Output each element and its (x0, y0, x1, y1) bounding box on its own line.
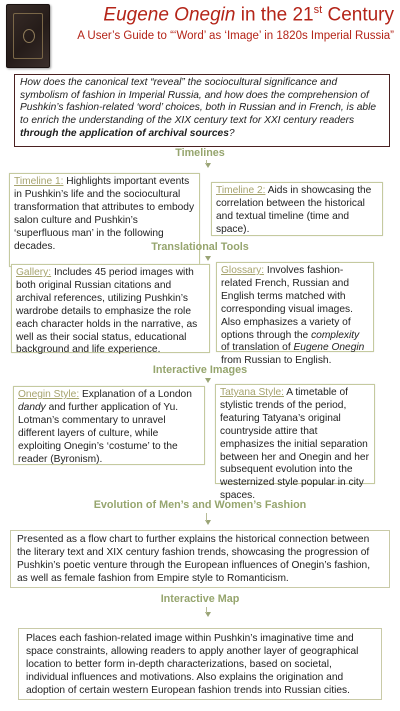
timeline-2-label: Timeline 2: (216, 185, 266, 196)
gallery-box: Gallery: Includes 45 period images with both original Russian citations and archival references, utilizing Pushkin’s wardrobe details to emphasize the role each character holds in the narrative, as well as their social status, educational background and life experience. (11, 264, 210, 353)
timeline-1-box: Timeline 1: Highlights important events in Pushkin’s life and the sociocultural transformation that attributes to embody salon culture and Pushkin’s ‘superfluous man’ in the following decades. (9, 173, 200, 267)
timeline-2-box: Timeline 2: Aids in showcasing the correlation between the historical and textual timeline (time and space). (211, 182, 383, 236)
arrow-interactive-images (205, 378, 211, 383)
interactive-map-box: Places each fashion-related image within Pushkin’s imaginative time and space constraints, allowing readers to apply another layer of geographical location to better form in-depth characterizations, based on societal, individual influences and motivations. Also explains the origination and adoption of certain western European fashion trends into Russian cities. (18, 628, 382, 700)
evolution-box: Presented as a flow chart to further explains the historical connection between the literary text and XIX century fashion trends, showcasing the progression of Pushkin’s poetic venture through the European influences of Onegin’s fashion, as well as female fashion from Empire style to Romanticism. (10, 530, 390, 588)
research-question: How does the canonical text “reveal” the sociocultural significance and symbolism of fashion in Imperial Russia, and how does the comprehension of Pushkin’s fashion-related ‘word’ choices, both in Russian and in French, is able to enrich the understanding of the XIX century text for XXI century readers through the application of archival sources? (14, 74, 390, 147)
onegin-style-label: Onegin Style: (18, 389, 80, 400)
tatyana-style-label: Tatyana Style: (220, 387, 284, 398)
page-title: Eugene Onegin in the 21st Century (103, 4, 394, 26)
section-timelines: Timelines (175, 147, 225, 159)
gallery-label: Gallery: (16, 267, 52, 278)
section-translational-tools: Translational Tools (151, 241, 249, 253)
timeline-1-label: Timeline 1: (14, 176, 64, 187)
glossary-label: Glossary: (221, 265, 265, 276)
glossary-box: Glossary: Involves fashion-related French, Russian and English terms matched with corresponding visual images. Also emphasizes a variety of options through the complexity of translation of Eugene Onegin from Russian to English. (216, 262, 374, 352)
page-subtitle: A User’s Guide to “‘Word’ as ‘Image’ in 1820s Imperial Russia” (77, 30, 394, 42)
section-interactive-images: Interactive Images (152, 364, 248, 376)
book-cover-image (6, 4, 50, 68)
arrow-translational (205, 256, 211, 261)
tatyana-style-box: Tatyana Style: A timetable of stylistic trends of the period, featuring Tatyana’s original countryside attire that emphasizes the initial separation between her and Onegin and her subsequent evolution into the westernized style popular in city spaces. (215, 384, 375, 484)
section-interactive-map: Interactive Map (160, 593, 240, 605)
section-evolution: Evolution of Men’s and Women’s Fashion (93, 499, 307, 511)
onegin-style-box: Onegin Style: Explanation of a London dandy and further application of Yu. Lotman’s commentary to unravel different layers of culture, while exploiting Onegin’s ‘costume’ to the reader (Byronism). (13, 386, 205, 465)
